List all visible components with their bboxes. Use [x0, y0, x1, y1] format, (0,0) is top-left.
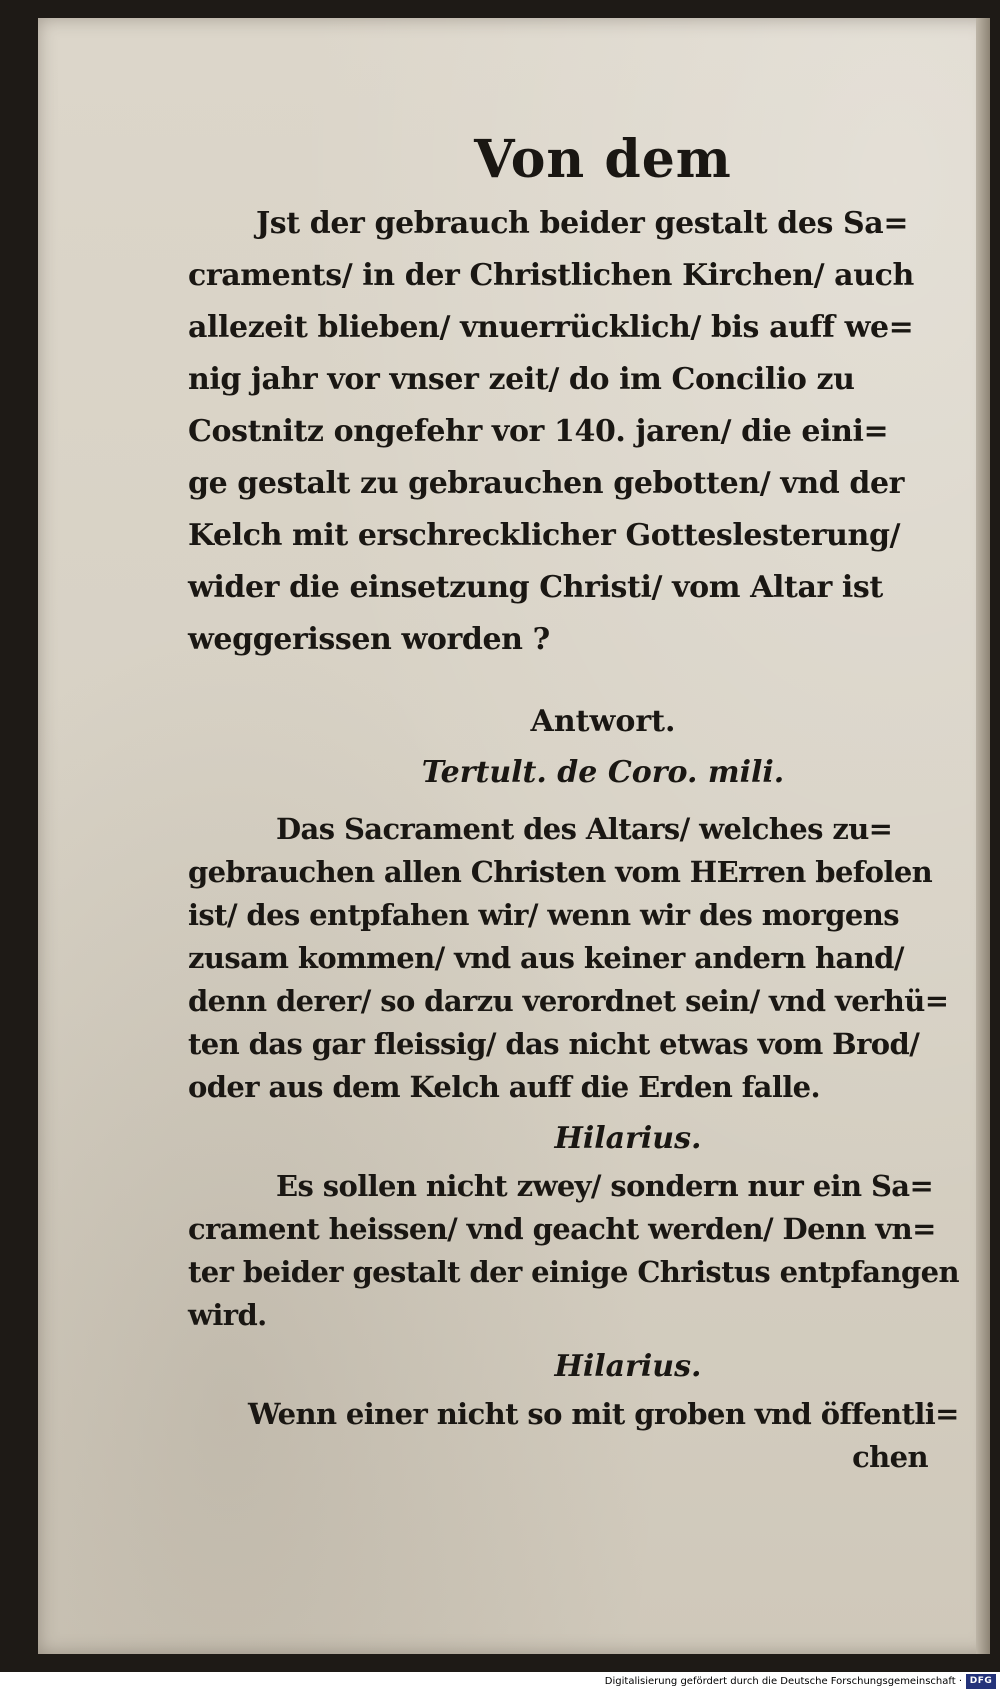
- text-line: Das Sacrament des Altars/ welches zu=: [276, 812, 893, 846]
- text-line: ist/ des entpfahen wir/ wenn wir des morgens: [188, 898, 899, 932]
- text-line: wird.: [188, 1298, 267, 1332]
- text-line: allezeit blieben/ vnuerrücklich/ bis auff we=: [188, 310, 914, 345]
- hilarius-paragraph: [188, 1165, 988, 1337]
- text-line: crament heissen/ vnd geacht werden/ Denn vn=: [188, 1212, 936, 1246]
- source-citation-hilarius-2: Hilarius.: [554, 1349, 702, 1384]
- dfg-logo: DFG: [966, 1674, 996, 1689]
- text-line: Kelch mit erschrecklicher Gotteslesterung/: [188, 518, 901, 553]
- source-citation-hilarius: Hilarius.: [554, 1121, 702, 1156]
- text-line: oder aus dem Kelch auff die Erden falle.: [188, 1070, 821, 1104]
- page-heading: Von dem: [474, 129, 732, 190]
- source-citation-tertullian: Tertult. de Coro. mili.: [421, 755, 785, 790]
- footer-bar: [0, 1672, 1000, 1692]
- answer-heading: Antwort.: [530, 704, 676, 739]
- tertullian-paragraph: [188, 808, 988, 1109]
- text-line: Wenn einer nicht so mit groben vnd öffentli=: [248, 1397, 959, 1431]
- text-line: ge gestalt zu gebrauchen gebotten/ vnd der: [188, 466, 905, 501]
- page-text: [188, 128, 988, 1479]
- text-line: nig jahr vor vnser zeit/ do im Concilio zu: [188, 362, 855, 397]
- text-line: craments/ in der Christlichen Kirchen/ auch: [188, 258, 914, 293]
- text-line: Es sollen nicht zwey/ sondern nur ein Sa=: [276, 1169, 934, 1203]
- text-line: Costnitz ongefehr vor 140. jaren/ die eini=: [188, 414, 889, 449]
- hilarius-paragraph-2: [188, 1393, 988, 1479]
- text-line: weggerissen worden ?: [188, 622, 550, 657]
- question-paragraph: [188, 198, 988, 666]
- text-line: denn derer/ so darzu verordnet sein/ vnd verhü=: [188, 984, 949, 1018]
- text-line: ter beider gestalt der einige Christus entpfangen: [188, 1255, 959, 1289]
- text-line: gebrauchen allen Christen vom HErren befolen: [188, 855, 933, 889]
- catchword: chen: [852, 1440, 928, 1474]
- funding-credit: Digitalisierung gefördert durch die Deutsche Forschungsgemeinschaft ·: [604, 1676, 962, 1687]
- text-line: wider die einsetzung Christi/ vom Altar ist: [188, 570, 883, 605]
- text-line: zusam kommen/ vnd aus keiner andern hand/: [188, 941, 904, 975]
- text-line: Jst der gebrauch beider gestalt des Sa=: [256, 206, 909, 241]
- text-line: ten das gar fleissig/ das nicht etwas vom Brod/: [188, 1027, 920, 1061]
- book-page: [38, 18, 990, 1654]
